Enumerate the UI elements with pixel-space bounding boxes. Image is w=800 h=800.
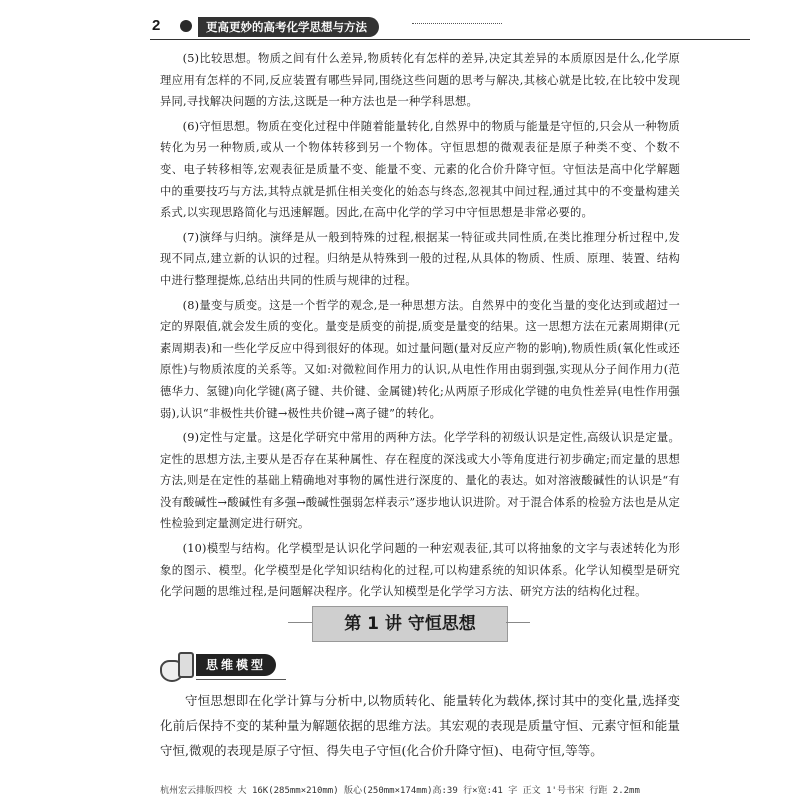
body-text xyxy=(160,48,680,606)
bullet-icon xyxy=(180,20,192,32)
intro-paragraph: 守恒思想即在化学计算与分析中,以物质转化、能量转化为载体,探讨其中的变化量,选择变化前后保持不变的某种量为解题依据的思维方法。其宏观的表现是质量守恒、元素守恒和能量守恒,微观的表现是原子守恒、得失电子守恒(化合价升降守恒)、电荷守恒,等等。 xyxy=(160,693,681,758)
lecture-title: 第 1 讲 守恒思想 xyxy=(312,606,508,642)
page-number: 2 xyxy=(152,17,161,34)
print-spec-footer: 杭州宏云排版四校 大 16K(285mm×210mm) 版心(250mm×174mm)高:39 行×宽:41 字 正文 1'号书宋 行距 2.2mm xyxy=(160,786,640,796)
paragraph-comparison: (5)比较思想。物质之间有什么差异,物质转化有怎样的差异,决定其差异的本质原因是什么,化学原理应用有怎样的不同,反应装置有哪些异同,围绕这些问题的思考与解决,其核心就是比较,在比较中发现异同,寻找解决问题的方法,这既是一种方法也是一种学科思想。 xyxy=(160,52,680,109)
paragraph-quantity-quality: (8)量变与质变。这是一个哲学的观念,是一种思想方法。自然界中的变化当量的变化达到或超过一定的界限值,就会发生质的变化。量变是质变的前提,质变是量变的结果。这一思想方法在元素周期律(元素周期表)和一些化学反应中得到很好的体现。如过量问题(量对反应产物的影响),物质性质(氧化性或还原性)与物质浓度的关系等。又如:对微粒间作用力的认识,从电性作用由弱到强,实现从分子间作用力(范德华力、氢键)向化学键(离子键、共价键、金属键)转化;从两原子形成化学键的电负性差异(电性作用强弱),认识“非极性共价键→极性共价键→离子键”的转化。 xyxy=(160,298,680,420)
section-label: 思维模型 xyxy=(196,654,276,676)
section-header xyxy=(160,648,300,684)
paragraph-deduction-induction: (7)演绎与归纳。演绎是从一般到特殊的过程,根据某一特征或共同性质,在类比推理分析过程中,发现不同点,建立新的认识的过程。归纳是从特殊到一般的过程,从具体的物质、性质、原理、装置、结构中进行整理提炼,总结出共同的性质与规律的过程。 xyxy=(160,230,680,287)
beaker-icon xyxy=(178,652,194,678)
header-dotted-line xyxy=(412,23,502,24)
paragraph-qualitative-quantitative: (9)定性与定量。这是化学研究中常用的两种方法。化学学科的初级认识是定性,高级认识是定量。定性的思想方法,主要从是否存在某种属性、存在程度的深浅或大小等角度进行初步确定;而定量的思想方法,则是在定性的基础上精确地对事物的属性进行深度的、量化的表达。如对溶液酸碱性的认识是“有没有酸碱性→酸碱性有多强→酸碱性强弱怎样表示”逐步地认识进阶。对于混合体系的检验方法也是从定性检验到定量测定进行研究。 xyxy=(160,431,680,531)
book-title: 更高更妙的高考化学思想与方法 xyxy=(198,17,379,37)
lecture-rule-right xyxy=(506,622,530,623)
section-underline xyxy=(196,679,286,680)
header-rule xyxy=(150,39,750,40)
paragraph-conservation: (6)守恒思想。物质在变化过程中伴随着能量转化,自然界中的物质与能量是守恒的,只会从一种物质转化为另一种物质,或从一个物体转移到另一个物体。守恒思想的微观表征是原子种类不变、个数不变、电子转移相等,宏观表征是质量不变、能量不变、元素的化合价升降守恒。守恒法是高中化学解题中的重要技巧与方法,其特点就是抓住相关变化的始态与终态,忽视其中间过程,通过其中的不变量构建关系式,以实现思路简化与迅速解题。因此,在高中化学的学习中守恒思想是非常必要的。 xyxy=(160,119,680,220)
lecture-rule-left xyxy=(288,622,312,623)
page-header xyxy=(150,12,750,42)
paragraph-model-structure: (10)模型与结构。化学模型是认识化学问题的一种宏观表征,其可以将抽象的文字与表述转化为形象的图示、模型。化学模型是化学知识结构化的过程,可以构建系统的知识体系。化学认知模型是研究化学问题的思维过程,是问题解决程序。化学认知模型是化学学习方法、研究方法的结构化过程。 xyxy=(160,542,680,599)
